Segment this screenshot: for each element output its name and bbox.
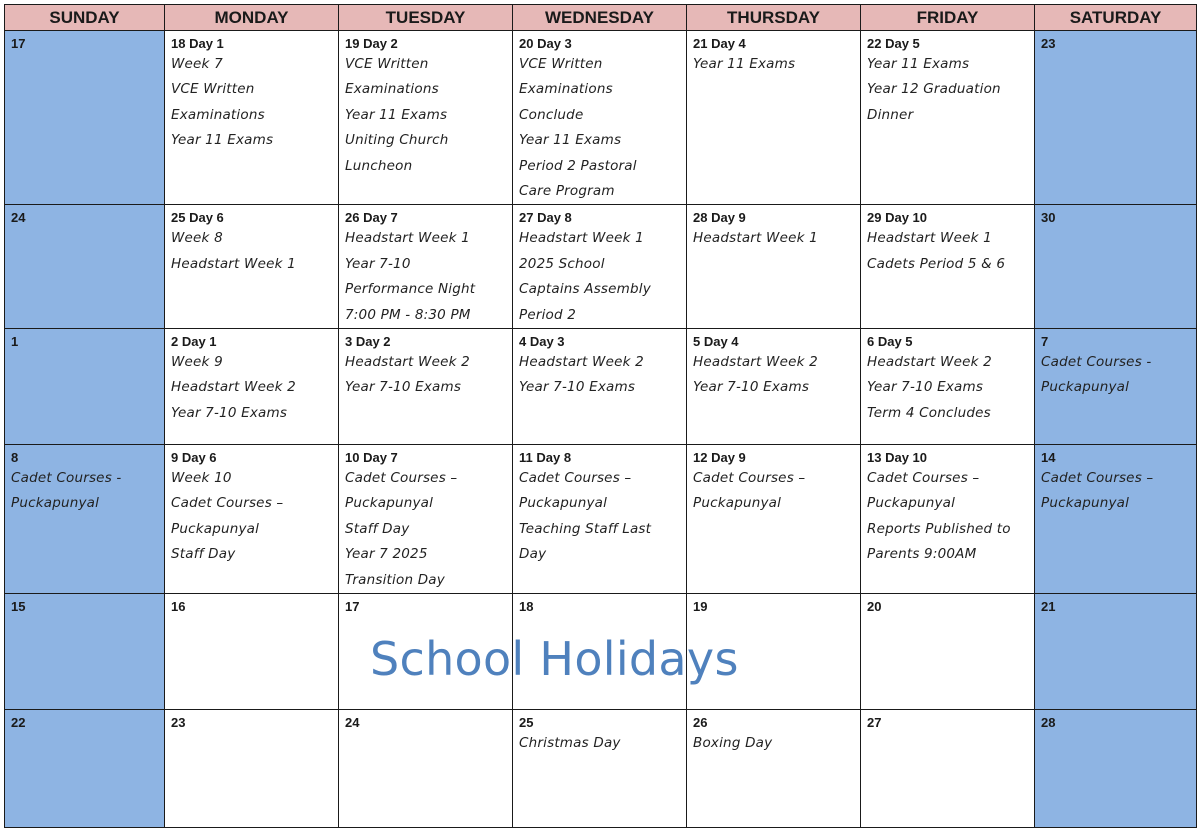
day-date-label: 3 Day 2 <box>345 334 391 350</box>
event-line: Transition Day <box>345 571 445 588</box>
event-line: Headstart Week 1 <box>867 230 992 247</box>
day-cell[interactable] <box>861 445 1035 594</box>
week-row <box>5 329 1197 445</box>
event-line: Cadet Courses – <box>519 470 632 487</box>
weekday-header-tuesday: TUESDAY <box>339 5 513 31</box>
day-date-label: 23 <box>1041 36 1056 51</box>
day-date-label: 24 <box>11 210 26 226</box>
day-date-label: 8 <box>11 450 19 466</box>
event-line: Week 9 <box>171 354 223 371</box>
day-cell[interactable] <box>1035 31 1197 205</box>
day-cell[interactable] <box>687 710 861 828</box>
event-line: Examinations <box>519 81 613 98</box>
event-line: 7:00 PM - 8:30 PM <box>345 306 471 323</box>
event-line: VCE Written <box>519 56 603 72</box>
event-line: Captains Assembly <box>519 281 651 298</box>
day-cell[interactable] <box>339 594 513 710</box>
event-line: Cadet Courses – <box>693 470 806 487</box>
day-date-label: 11 Day 8 <box>519 450 572 466</box>
event-line: Week 8 <box>171 230 223 247</box>
day-date-label: 19 <box>693 599 708 615</box>
day-cell[interactable] <box>5 594 165 710</box>
day-cell[interactable] <box>165 205 339 329</box>
event-line: Cadet Courses - <box>1041 354 1152 371</box>
day-date-label: 5 Day 4 <box>693 334 739 350</box>
day-cell[interactable] <box>165 710 339 828</box>
day-date-label: 28 <box>1041 715 1056 731</box>
day-date-label: 21 Day 4 <box>693 36 746 51</box>
day-cell[interactable] <box>513 445 687 594</box>
week-row <box>5 445 1197 594</box>
event-line: Luncheon <box>345 157 413 174</box>
weekday-header-friday: FRIDAY <box>861 5 1035 31</box>
event-line: Period 2 <box>519 306 577 323</box>
event-line: Year 7-10 Exams <box>345 379 462 396</box>
event-line: Puckapunyal <box>1041 495 1130 512</box>
weekday-header-sunday: SUNDAY <box>5 5 165 31</box>
event-line: Reports Published to <box>867 520 1011 537</box>
day-date-label: 22 Day 5 <box>867 36 920 51</box>
event-line: Year 11 Exams <box>345 106 448 123</box>
weekday-header-monday: MONDAY <box>165 5 339 31</box>
day-date-label: 16 <box>171 599 186 615</box>
day-cell[interactable] <box>339 445 513 594</box>
day-cell[interactable] <box>687 329 861 445</box>
event-line: VCE Written <box>171 81 255 98</box>
day-date-label: 22 <box>11 715 26 731</box>
day-cell[interactable] <box>5 329 165 445</box>
event-line: Year 7-10 Exams <box>519 379 636 396</box>
day-cell[interactable] <box>687 445 861 594</box>
event-line: Cadet Courses – <box>867 470 980 487</box>
event-line: Staff Day <box>345 520 410 537</box>
event-line: Puckapunyal <box>519 495 608 512</box>
day-date-label: 21 <box>1041 599 1056 615</box>
day-date-label: 9 Day 6 <box>171 450 217 466</box>
event-line: Year 11 Exams <box>693 56 796 72</box>
day-cell[interactable] <box>687 594 861 710</box>
day-date-label: 26 <box>693 715 708 731</box>
event-line: Headstart Week 1 <box>693 230 818 247</box>
calendar-grid <box>4 4 1197 828</box>
day-cell[interactable] <box>339 710 513 828</box>
day-date-label: 14 <box>1041 450 1056 466</box>
event-line: Dinner <box>867 106 914 123</box>
event-line: Year 7-10 <box>345 255 411 272</box>
event-line: Headstart Week 1 <box>171 255 296 272</box>
day-date-label: 15 <box>11 599 26 615</box>
day-cell[interactable] <box>5 205 165 329</box>
event-line: Year 7-10 Exams <box>171 404 288 421</box>
event-line: Year 12 Graduation <box>867 81 1001 98</box>
day-date-label: 27 Day 8 <box>519 210 572 226</box>
event-line: Week 10 <box>171 470 232 487</box>
event-line: Boxing Day <box>693 735 773 752</box>
event-line: VCE Written <box>345 56 429 72</box>
event-line: Puckapunyal <box>345 495 434 512</box>
day-cell[interactable] <box>339 329 513 445</box>
day-cell[interactable] <box>1035 445 1197 594</box>
day-cell[interactable] <box>687 205 861 329</box>
day-cell[interactable] <box>5 445 165 594</box>
day-date-label: 28 Day 9 <box>693 210 746 226</box>
event-line: Headstart Week 1 <box>519 230 644 247</box>
event-line: Cadet Courses – <box>171 495 284 512</box>
day-cell[interactable] <box>165 594 339 710</box>
day-date-label: 20 Day 3 <box>519 36 572 51</box>
event-line: Year 11 Exams <box>171 132 274 149</box>
event-line: Puckapunyal <box>693 495 782 512</box>
day-cell[interactable] <box>513 594 687 710</box>
calendar <box>4 4 1196 822</box>
weekday-header-row <box>5 5 1197 31</box>
event-line: Uniting Church <box>345 132 449 149</box>
day-date-label: 30 <box>1041 210 1056 226</box>
day-date-label: 23 <box>171 715 186 731</box>
day-date-label: 6 Day 5 <box>867 334 913 350</box>
day-cell[interactable] <box>861 31 1035 205</box>
event-line: Parents 9:00AM <box>867 546 977 563</box>
day-date-label: 20 <box>867 599 882 615</box>
event-line: Cadets Period 5 & 6 <box>867 255 1006 272</box>
event-line: Performance Night <box>345 281 476 298</box>
event-line: Examinations <box>171 106 265 123</box>
event-line: Christmas Day <box>519 735 621 752</box>
weekday-header-thursday: THURSDAY <box>687 5 861 31</box>
day-cell[interactable] <box>1035 329 1197 445</box>
day-date-label: 17 <box>345 599 360 615</box>
day-date-label: 18 <box>519 599 534 615</box>
event-line: Teaching Staff Last <box>519 520 652 537</box>
event-line: Staff Day <box>171 546 236 563</box>
day-cell[interactable] <box>687 31 861 205</box>
day-cell[interactable] <box>513 710 687 828</box>
event-line: Week 7 <box>171 56 223 72</box>
event-line: 2025 School <box>519 255 605 272</box>
day-date-label: 2 Day 1 <box>171 334 217 350</box>
day-cell[interactable] <box>5 710 165 828</box>
day-cell[interactable] <box>861 205 1035 329</box>
day-date-label: 27 <box>867 715 882 731</box>
event-line: Headstart Week 1 <box>345 230 470 247</box>
day-cell[interactable] <box>861 329 1035 445</box>
event-line: Conclude <box>519 106 584 123</box>
event-line: Headstart Week 2 <box>519 354 644 371</box>
day-cell[interactable] <box>339 31 513 205</box>
week-row <box>5 31 1197 205</box>
event-line: Headstart Week 2 <box>693 354 818 371</box>
week-row <box>5 594 1197 710</box>
event-line: Day <box>519 546 547 563</box>
day-cell[interactable] <box>513 329 687 445</box>
day-date-label: 13 Day 10 <box>867 450 927 466</box>
event-line: Period 2 Pastoral <box>519 157 637 174</box>
event-line: Year 7-10 Exams <box>867 379 984 396</box>
event-line: Headstart Week 2 <box>345 354 470 371</box>
week-row <box>5 205 1197 329</box>
event-line: Cadet Courses – <box>345 470 458 487</box>
day-cell[interactable] <box>1035 594 1197 710</box>
day-date-label: 7 <box>1041 334 1049 350</box>
event-line: Year 7-10 Exams <box>693 379 810 396</box>
day-date-label: 17 <box>11 36 26 51</box>
day-cell[interactable] <box>861 594 1035 710</box>
day-cell[interactable] <box>165 445 339 594</box>
event-line: Year 11 Exams <box>519 132 622 149</box>
day-date-label: 4 Day 3 <box>519 334 565 350</box>
event-line: Year 7 2025 <box>345 546 428 563</box>
event-line: Puckapunyal <box>867 495 956 512</box>
day-cell[interactable] <box>165 31 339 205</box>
event-line: Puckapunyal <box>11 495 100 512</box>
day-date-label: 10 Day 7 <box>345 450 398 466</box>
event-line: Puckapunyal <box>1041 379 1130 396</box>
school-holidays-label: School Holidays <box>370 632 739 686</box>
event-line: Puckapunyal <box>171 520 260 537</box>
day-cell[interactable] <box>5 31 165 205</box>
day-cell[interactable] <box>861 710 1035 828</box>
day-cell[interactable] <box>339 205 513 329</box>
day-date-label: 25 <box>519 715 534 731</box>
day-date-label: 24 <box>345 715 360 731</box>
week-row <box>5 710 1197 828</box>
weekday-header-saturday: SATURDAY <box>1035 5 1197 31</box>
day-cell[interactable] <box>165 329 339 445</box>
event-line: Headstart Week 2 <box>171 379 296 396</box>
day-cell[interactable] <box>513 31 687 205</box>
day-cell[interactable] <box>1035 205 1197 329</box>
day-date-label: 1 <box>11 334 19 350</box>
day-date-label: 18 Day 1 <box>171 36 224 51</box>
day-date-label: 26 Day 7 <box>345 210 398 226</box>
event-line: Cadet Courses - <box>11 470 122 487</box>
event-line: Care Program <box>519 183 615 200</box>
day-date-label: 12 Day 9 <box>693 450 746 466</box>
event-line: Cadet Courses – <box>1041 470 1154 487</box>
weekday-header-wednesday: WEDNESDAY <box>513 5 687 31</box>
event-line: Term 4 Concludes <box>867 404 991 421</box>
event-line: Headstart Week 2 <box>867 354 992 371</box>
day-cell[interactable] <box>513 205 687 329</box>
day-date-label: 25 Day 6 <box>171 210 224 226</box>
calendar-body <box>5 31 1197 828</box>
day-cell[interactable] <box>1035 710 1197 828</box>
event-line: Examinations <box>345 81 439 98</box>
day-date-label: 19 Day 2 <box>345 36 398 51</box>
day-date-label: 29 Day 10 <box>867 210 927 226</box>
event-line: Year 11 Exams <box>867 56 970 72</box>
